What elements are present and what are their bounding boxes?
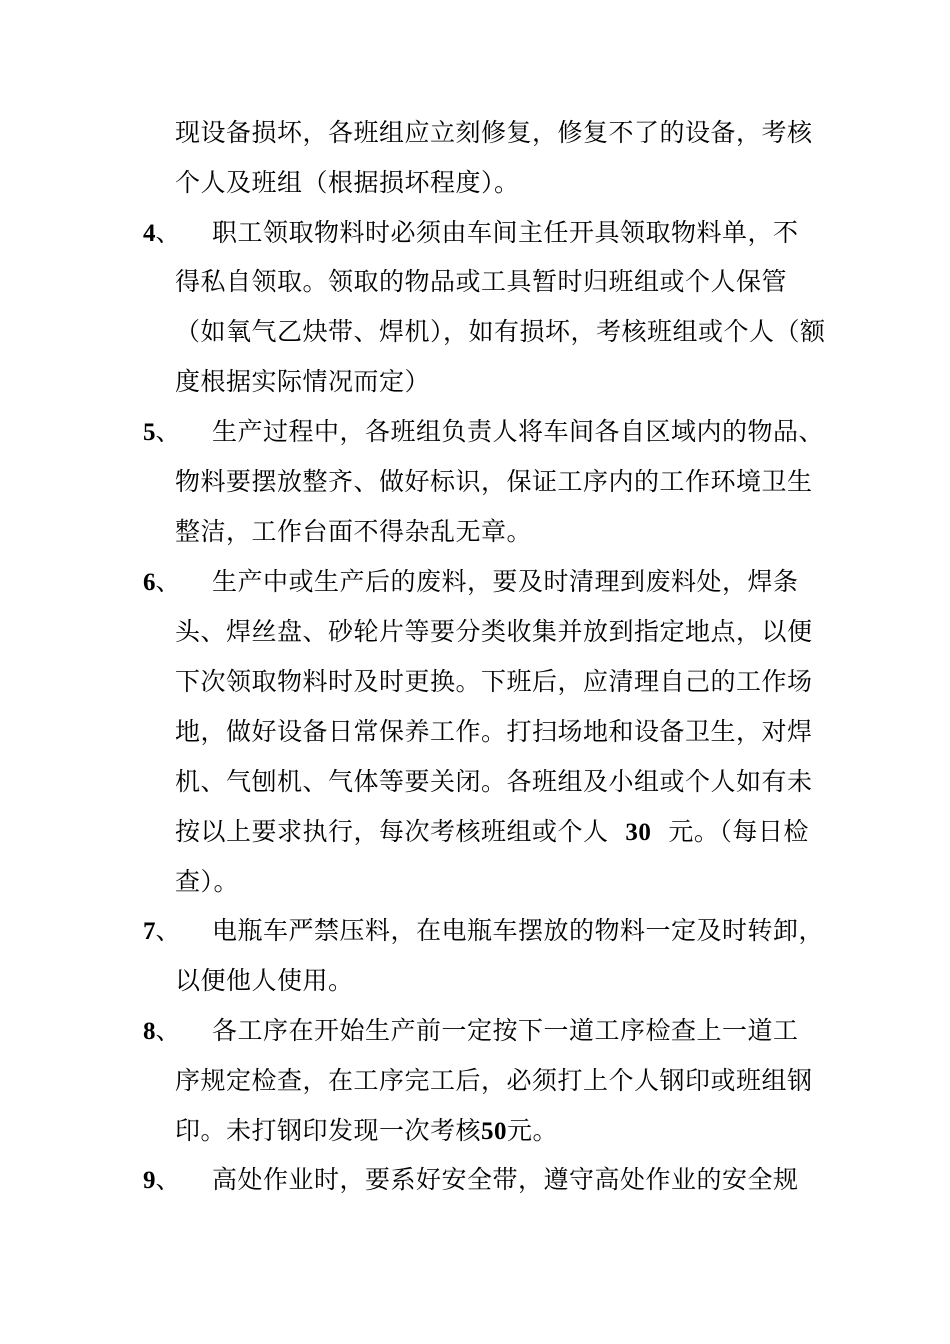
paragraph-line: 各工序在开始生产前一定按下一道工序检查上一道工	[212, 1016, 799, 1045]
paragraph-line: 头、焊丝盘、砂轮片等要分类收集并放到指定地点，以便	[175, 617, 813, 646]
paragraph-line: 机、气刨机、气体等要关闭。各班组及小组或个人如有未	[175, 767, 813, 796]
paragraph-line: 职工领取物料时必须由车间主任开具领取物料单，不	[212, 218, 799, 247]
paragraph-line: 个人及班组（根据损坏程度）。	[175, 168, 520, 197]
paragraph-line	[175, 816, 809, 849]
paragraph-line: （如氧气乙炔带、焊机），如有损坏，考核班组或个人（额	[175, 317, 826, 346]
fine-amount: 30	[625, 819, 652, 846]
paragraph-line: 物料要摆放整齐、做好标识，保证工序内的工作环境卫生	[175, 467, 813, 496]
line-text: 按以上要求执行，每次考核班组或个人	[175, 817, 609, 846]
paragraph-line: 度根据实际情况而定）	[175, 367, 431, 396]
line-text: 元。（每日检	[668, 817, 809, 846]
item-number: 8、	[143, 1016, 181, 1045]
fine-amount: 50	[481, 1118, 508, 1145]
paragraph-line: 生产中或生产后的废料，要及时清理到废料处，焊条	[212, 567, 799, 596]
item-number: 7、	[143, 916, 181, 945]
item-number: 6、	[143, 567, 181, 596]
paragraph-line: 生产过程中，各班组负责人将车间各自区域内的物品、	[212, 417, 825, 446]
paragraph-line: 得私自领取。领取的物品或工具暂时归班组或个人保管	[175, 267, 788, 296]
paragraph-line: 整洁，工作台面不得杂乱无章。	[175, 517, 533, 546]
item-number: 9、	[143, 1165, 181, 1194]
paragraph-line: 以便他人使用。	[175, 966, 354, 995]
paragraph-line: 现设备损坏，各班组应立刻修复，修复不了的设备，考核	[175, 118, 813, 147]
paragraph-line: 序规定检查，在工序完工后，必须打上个人钢印或班组钢	[175, 1066, 813, 1095]
paragraph-line: 查）。	[175, 867, 240, 896]
paragraph-line: 电瓶车严禁压料，在电瓶车摆放的物料一定及时转卸，	[212, 916, 825, 945]
paragraph-line: 地，做好设备日常保养工作。打扫场地和设备卫生，对焊	[175, 717, 813, 746]
item-number: 4、	[143, 218, 181, 247]
line-text: 元。	[507, 1116, 559, 1145]
line-text: 印。未打钢印发现一次考核	[175, 1116, 482, 1145]
paragraph-line: 下次领取物料时及时更换。下班后，应清理自己的工作场	[175, 667, 813, 696]
item-number: 5、	[143, 417, 181, 446]
paragraph-line: 高处作业时，要系好安全带，遵守高处作业的安全规	[212, 1165, 799, 1194]
paragraph-line	[175, 1115, 558, 1148]
